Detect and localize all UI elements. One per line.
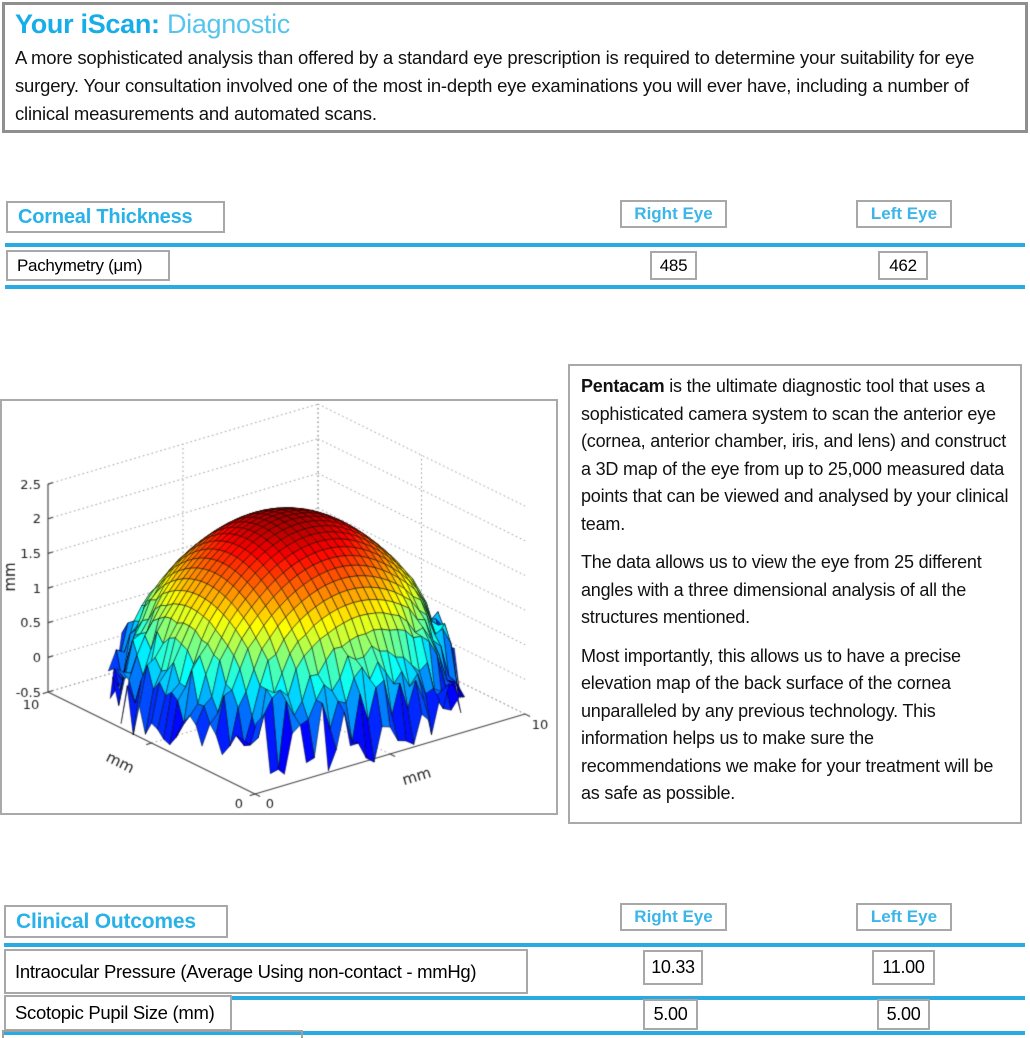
value-pupil-left: 5.00 (877, 999, 930, 1030)
intro-text: A more sophisticated analysis than offered by a standard eye prescription is required to determine your suitability for eye surgery. Your consultation involved one of the most in-depth eye examinations you will ever have, including a number of clinical measurements and automated scans. (15, 47, 975, 124)
pentacam-3d-plot-frame (0, 399, 558, 815)
column-header-left-eye: Left Eye (856, 903, 952, 931)
row-label-pachymetry: Pachymetry (μm) (6, 250, 170, 281)
page-title-secondary: Diagnostic (166, 9, 290, 39)
next-row-partial-box (2, 1030, 303, 1038)
section-title-clinical-outcomes: Clinical Outcomes (4, 905, 228, 938)
page-title (15, 9, 1015, 40)
column-header-right-eye: Right Eye (620, 903, 727, 931)
row-label-scotopic-pupil-size: Scotopic Pupil Size (mm) (4, 995, 232, 1031)
pentacam-description-box (568, 364, 1022, 824)
value-iop-right: 10.33 (643, 950, 703, 985)
value-pachymetry-right: 485 (650, 251, 697, 280)
column-header-left-eye: Left Eye (856, 200, 952, 228)
separator-line (5, 243, 1025, 247)
header-box (2, 2, 1028, 133)
separator-line (4, 943, 1025, 947)
section-title-corneal-thickness: Corneal Thickness (6, 201, 225, 233)
pentacam-paragraph-1 (581, 373, 1010, 538)
page-title-primary: Your iScan: (15, 9, 160, 39)
pentacam-paragraph-3: Most importantly, this allows us to have a precise elevation map of the back surface of the cornea unparalleled by any previous technology. This information helps us to make sure the recommendations we make for your treatment will be as safe as possible. (581, 645, 994, 803)
separator-line (5, 285, 1025, 289)
value-pupil-right: 5.00 (643, 999, 698, 1030)
column-header-right-eye: Right Eye (620, 200, 727, 228)
value-pachymetry-left: 462 (878, 251, 928, 280)
pentacam-paragraph-2: The data allows us to view the eye from 25 different angles with a three dimensional analysis of all the structures mentioned. (581, 552, 982, 627)
value-iop-left: 11.00 (872, 950, 935, 985)
corneal-elevation-surface-chart (2, 401, 556, 813)
pentacam-bold-word: Pentacam (581, 376, 665, 396)
pentacam-paragraph-1-text: is the ultimate diagnostic tool that uses a sophisticated camera system to scan the anterior eye (cornea, anterior chamber, iris, and lens) and construct a 3D map of the eye from up to 25,000 measured data points that can be viewed and analysed by your clinical team. (581, 376, 1009, 534)
row-label-intraocular-pressure: Intraocular Pressure (Average Using non-contact - mmHg) (4, 949, 528, 994)
